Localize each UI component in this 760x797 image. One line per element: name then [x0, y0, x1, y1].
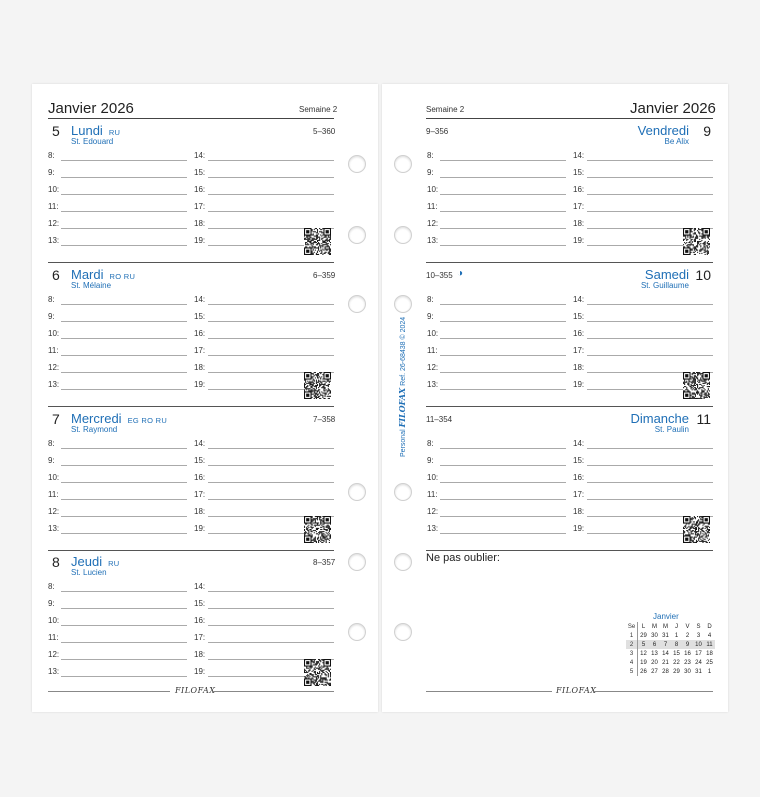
hour-label: 18:: [573, 507, 585, 516]
mini-calendar-date: 10: [693, 640, 704, 649]
writing-line[interactable]: [208, 338, 334, 339]
writing-line[interactable]: [61, 194, 187, 195]
qr-code-icon: [683, 372, 710, 399]
day-count: 8–357: [313, 558, 336, 567]
hour-label: 13:: [427, 236, 439, 245]
hour-label: 19:: [573, 380, 585, 389]
side-credit: [397, 317, 407, 457]
day-name-text: Jeudi: [71, 554, 103, 569]
mini-calendar-date: 20: [651, 659, 658, 666]
writing-line[interactable]: [587, 448, 713, 449]
writing-line[interactable]: [208, 177, 334, 178]
writing-line[interactable]: [440, 499, 566, 500]
mini-calendar-date: 31: [695, 668, 702, 675]
saint-name: St. Mélaine: [71, 281, 112, 290]
hour-label: 13:: [48, 380, 60, 389]
writing-line[interactable]: [208, 499, 334, 500]
writing-line[interactable]: [587, 355, 713, 356]
mini-calendar-week: [626, 631, 715, 640]
day-number: 6: [52, 267, 60, 283]
writing-line[interactable]: [61, 355, 187, 356]
writing-line[interactable]: [61, 533, 187, 534]
hour-label: 12:: [427, 507, 439, 516]
country-tags: RU: [108, 128, 121, 137]
mini-calendar-date: 8: [671, 640, 682, 649]
day-number: 10: [695, 267, 711, 283]
mini-calendar-weekday: V: [685, 623, 690, 630]
hour-label: 9:: [48, 599, 55, 608]
writing-line[interactable]: [440, 228, 566, 229]
hour-label: 12:: [427, 363, 439, 372]
mini-calendar-weekday: L: [641, 623, 646, 630]
hour-label: 17:: [573, 202, 585, 211]
footer-rule-left: [48, 691, 170, 692]
hour-label: 11:: [48, 490, 59, 499]
mini-calendar-date: 15: [673, 650, 680, 657]
day-name: [71, 554, 120, 569]
footer-rule-left-2: [213, 691, 334, 692]
footer-rule-right: [426, 691, 552, 692]
mini-calendar-weekday: S: [696, 623, 701, 630]
writing-line[interactable]: [440, 355, 566, 356]
punch-hole-left: [348, 483, 366, 501]
hour-label: 16:: [573, 473, 585, 482]
writing-line[interactable]: [587, 160, 713, 161]
hour-label: 17:: [573, 346, 585, 355]
writing-line[interactable]: [61, 625, 187, 626]
writing-line[interactable]: [61, 211, 187, 212]
writing-line[interactable]: [440, 321, 566, 322]
saint-name: St. Edouard: [71, 137, 114, 146]
hour-label: 11:: [427, 202, 438, 211]
writing-line[interactable]: [61, 304, 187, 305]
hour-label: 12:: [48, 650, 60, 659]
punch-hole-left: [348, 553, 366, 571]
writing-line[interactable]: [61, 591, 187, 592]
day-name: [71, 411, 167, 426]
hour-label: 18:: [194, 650, 206, 659]
writing-line[interactable]: [208, 642, 334, 643]
qr-code-icon: [304, 228, 331, 255]
day-number: 11: [696, 411, 711, 427]
writing-line[interactable]: [440, 177, 566, 178]
mini-calendar-date: 31: [662, 632, 669, 639]
writing-line[interactable]: [440, 516, 566, 517]
qr-code-icon: [304, 659, 331, 686]
day-name-text: Mercredi: [71, 411, 122, 426]
hour-label: 15:: [194, 599, 206, 608]
day-count: 9–356: [426, 127, 449, 136]
writing-line[interactable]: [440, 465, 566, 466]
mini-calendar-date: 5: [638, 640, 650, 649]
hour-label: 8:: [48, 295, 55, 304]
hour-label: 11:: [48, 202, 59, 211]
day-number: 7: [52, 411, 60, 427]
writing-line[interactable]: [208, 533, 307, 534]
day-number: 8: [52, 554, 60, 570]
hour-label: 15:: [194, 312, 206, 321]
hour-label: 10:: [48, 616, 60, 625]
hour-label: 17:: [194, 633, 206, 642]
footer-rule-right-2: [594, 691, 713, 692]
writing-line[interactable]: [208, 608, 334, 609]
country-tags: RU: [108, 559, 120, 568]
writing-line[interactable]: [208, 625, 334, 626]
mini-calendar-date: 4: [707, 632, 712, 639]
hour-label: 19:: [194, 380, 206, 389]
writing-line[interactable]: [208, 482, 334, 483]
hour-label: 8:: [427, 439, 434, 448]
hour-label: 13:: [48, 524, 60, 533]
mini-calendar-date: 14: [662, 650, 669, 657]
writing-line[interactable]: [61, 676, 187, 677]
mini-calendar-date: 7: [660, 640, 671, 649]
hour-label: 14:: [573, 439, 585, 448]
hour-label: 14:: [194, 295, 206, 304]
mini-calendar-date: 26: [640, 668, 647, 675]
hour-label: 12:: [48, 507, 60, 516]
writing-line[interactable]: [587, 245, 686, 246]
writing-line[interactable]: [61, 389, 187, 390]
mini-calendar-date: 19: [640, 659, 647, 666]
day-number: 5: [52, 123, 60, 139]
writing-line[interactable]: [440, 389, 566, 390]
writing-line[interactable]: [208, 304, 334, 305]
hour-label: 14:: [573, 151, 585, 160]
writing-line[interactable]: [440, 160, 566, 161]
mini-calendar-weekday: D: [707, 623, 712, 630]
hour-label: 17:: [573, 490, 585, 499]
hour-label: 16:: [194, 473, 206, 482]
mini-calendar-week-number: 5: [626, 667, 638, 676]
hour-label: 13:: [48, 236, 60, 245]
writing-line[interactable]: [208, 389, 307, 390]
day-divider: [426, 406, 713, 407]
hour-label: 8:: [427, 295, 434, 304]
writing-line[interactable]: [61, 160, 187, 161]
day-divider: [426, 262, 713, 263]
writing-line[interactable]: [61, 465, 187, 466]
day-name: [71, 267, 135, 282]
writing-line[interactable]: [587, 465, 713, 466]
hour-label: 10:: [48, 329, 60, 338]
hour-label: 13:: [427, 380, 439, 389]
hour-label: 19:: [573, 236, 585, 245]
writing-line[interactable]: [587, 304, 713, 305]
punch-hole-left: [348, 295, 366, 313]
writing-line[interactable]: [208, 676, 307, 677]
day-divider: [48, 262, 334, 263]
qr-code-icon: [683, 228, 710, 255]
hour-label: 16:: [194, 185, 206, 194]
writing-line[interactable]: [61, 659, 187, 660]
mini-calendar-date: 1: [707, 668, 712, 675]
writing-line[interactable]: [440, 211, 566, 212]
writing-line[interactable]: [440, 482, 566, 483]
hour-label: 19:: [194, 667, 206, 676]
hour-label: 16:: [573, 329, 585, 338]
writing-line[interactable]: [587, 533, 686, 534]
writing-line[interactable]: [587, 389, 686, 390]
writing-line[interactable]: [440, 448, 566, 449]
hour-label: 18:: [194, 219, 206, 228]
punch-hole-right: [394, 295, 412, 313]
writing-line[interactable]: [61, 177, 187, 178]
mini-calendar-date: 29: [640, 632, 647, 639]
mini-calendar-date: 6: [649, 640, 660, 649]
writing-line[interactable]: [587, 321, 713, 322]
writing-line[interactable]: [61, 482, 187, 483]
mini-calendar-week: [626, 667, 715, 676]
writing-line[interactable]: [440, 533, 566, 534]
hour-label: 14:: [194, 439, 206, 448]
day-name-text: Lundi: [71, 123, 103, 138]
hour-label: 19:: [194, 524, 206, 533]
mini-calendar-date: 11: [704, 640, 715, 649]
hour-label: 11:: [48, 346, 59, 355]
header-rule: [48, 118, 334, 119]
writing-line[interactable]: [61, 642, 187, 643]
footer-brand-left: FILOFAX: [175, 686, 216, 695]
mini-calendar-date: 18: [706, 650, 713, 657]
mini-calendar: [626, 622, 715, 676]
day-count: 6–359: [313, 271, 336, 280]
hour-label: 10:: [427, 473, 439, 482]
writing-line[interactable]: [208, 321, 334, 322]
hour-label: 13:: [427, 524, 439, 533]
writing-line[interactable]: [208, 211, 334, 212]
hour-label: 12:: [48, 219, 60, 228]
day-name: [71, 123, 120, 138]
hour-label: 8:: [48, 439, 55, 448]
hour-label: 16:: [194, 616, 206, 625]
hour-label: 11:: [48, 633, 59, 642]
hour-label: 14:: [573, 295, 585, 304]
hour-label: 9:: [48, 312, 55, 321]
qr-code-icon: [304, 516, 331, 543]
country-tags: EG RO RU: [127, 416, 168, 425]
hour-label: 9:: [427, 312, 434, 321]
day-count: 11–354: [426, 415, 453, 424]
mini-calendar-weekday: M: [652, 623, 657, 630]
mini-calendar-week: [626, 658, 715, 667]
day-name: Vendredi: [637, 123, 689, 138]
hour-label: 10:: [427, 185, 439, 194]
mini-calendar-header: [626, 622, 715, 631]
mini-calendar-title: Janvier: [653, 612, 679, 621]
mini-calendar-week-number: 3: [626, 649, 638, 658]
punch-hole-right: [394, 155, 412, 173]
hour-label: 17:: [194, 346, 206, 355]
mini-calendar-date: 17: [695, 650, 702, 657]
day-name: Samedi: [644, 267, 689, 282]
mini-calendar-date: 25: [706, 659, 713, 666]
mini-calendar-date: 28: [662, 668, 669, 675]
writing-line[interactable]: [440, 245, 566, 246]
hour-label: 15:: [194, 168, 206, 177]
mini-calendar-date: 3: [696, 632, 701, 639]
month-title-left: Janvier 2026: [48, 100, 134, 117]
writing-line[interactable]: [587, 211, 713, 212]
writing-line[interactable]: [61, 321, 187, 322]
writing-line[interactable]: [61, 338, 187, 339]
hour-label: 15:: [573, 168, 585, 177]
hour-label: 14:: [194, 582, 206, 591]
writing-line[interactable]: [208, 591, 334, 592]
saint-name: St. Lucien: [71, 568, 107, 577]
mini-calendar-date: 23: [684, 659, 691, 666]
hour-label: 16:: [194, 329, 206, 338]
mini-calendar-date: 1: [674, 632, 679, 639]
header-rule: [426, 118, 713, 119]
writing-line[interactable]: [61, 499, 187, 500]
mini-calendar-weekday: Se: [626, 622, 638, 631]
hour-label: 10:: [427, 329, 439, 338]
punch-hole-left: [348, 155, 366, 173]
writing-line[interactable]: [208, 448, 334, 449]
writing-line[interactable]: [61, 245, 187, 246]
mini-calendar-date: 30: [684, 668, 691, 675]
writing-line[interactable]: [61, 448, 187, 449]
hour-label: 8:: [48, 151, 55, 160]
writing-line[interactable]: [61, 516, 187, 517]
day-divider: [426, 550, 713, 551]
writing-line[interactable]: [208, 465, 334, 466]
hour-label: 17:: [194, 202, 206, 211]
hour-label: 15:: [573, 456, 585, 465]
hour-label: 18:: [194, 507, 206, 516]
mini-calendar-date: 30: [651, 632, 658, 639]
day-divider: [48, 406, 334, 407]
hour-label: 11:: [427, 490, 438, 499]
punch-hole-right: [394, 623, 412, 641]
punch-hole-right: [394, 553, 412, 571]
mini-calendar-week: [626, 649, 715, 658]
hour-label: 12:: [48, 363, 60, 372]
hour-label: 18:: [573, 219, 585, 228]
hour-label: 8:: [48, 582, 55, 591]
day-name-text: Mardi: [71, 267, 104, 282]
hour-label: 10:: [48, 473, 60, 482]
hour-label: 19:: [573, 524, 585, 533]
hour-label: 15:: [194, 456, 206, 465]
writing-line[interactable]: [440, 194, 566, 195]
punch-hole-left: [348, 623, 366, 641]
mini-calendar-date: 24: [695, 659, 702, 666]
punch-hole-right: [394, 483, 412, 501]
saint-name: Be Alix: [664, 137, 689, 146]
hour-label: 14:: [194, 151, 206, 160]
footer-brand-right: FILOFAX: [556, 686, 597, 695]
qr-code-icon: [304, 372, 331, 399]
hour-label: 19:: [194, 236, 206, 245]
writing-line[interactable]: [440, 338, 566, 339]
mini-calendar-date: 16: [684, 650, 691, 657]
saint-name: St. Paulin: [654, 425, 689, 434]
qr-code-icon: [683, 516, 710, 543]
mini-calendar-date: 12: [640, 650, 647, 657]
hour-label: 12:: [427, 219, 439, 228]
country-tags: RO RU: [109, 272, 136, 281]
writing-line[interactable]: [61, 372, 187, 373]
day-count: 10–355: [426, 271, 453, 280]
writing-line[interactable]: [208, 245, 307, 246]
mini-calendar-date: 13: [651, 650, 658, 657]
mini-calendar-weekday: J: [675, 623, 678, 630]
writing-line[interactable]: [208, 355, 334, 356]
mini-calendar-date: 29: [673, 668, 680, 675]
writing-line[interactable]: [587, 482, 713, 483]
writing-line[interactable]: [587, 177, 713, 178]
side-credit-ref: Ref. 26-68438: [400, 341, 407, 386]
mini-calendar-date: 21: [662, 659, 669, 666]
hour-label: 13:: [48, 667, 60, 676]
writing-line[interactable]: [587, 338, 713, 339]
day-name: Dimanche: [630, 411, 689, 426]
week-label-right: Semaine 2: [426, 105, 465, 114]
side-credit-brand: FILOFAX: [397, 387, 407, 428]
writing-line[interactable]: [587, 499, 713, 500]
mini-calendar-date: 27: [651, 668, 658, 675]
hour-label: 9:: [48, 456, 55, 465]
week-label-left: Semaine 2: [299, 105, 338, 114]
half-moon-icon: ◑: [457, 268, 464, 279]
hour-label: 18:: [573, 363, 585, 372]
punch-hole-right: [394, 226, 412, 244]
notes-title: Ne pas oublier:: [426, 552, 500, 564]
punch-hole-left: [348, 226, 366, 244]
hour-label: 16:: [573, 185, 585, 194]
mini-calendar-week-number: 2: [626, 640, 638, 649]
mini-calendar-date: 2: [685, 632, 690, 639]
month-title-right: Janvier 2026: [630, 100, 716, 117]
writing-line[interactable]: [61, 608, 187, 609]
writing-line[interactable]: [587, 194, 713, 195]
hour-label: 9:: [427, 168, 434, 177]
mini-calendar-week-number: 1: [626, 631, 638, 640]
mini-calendar-date: 9: [682, 640, 693, 649]
mini-calendar-date: 22: [673, 659, 680, 666]
hour-label: 10:: [48, 185, 60, 194]
hour-label: 15:: [573, 312, 585, 321]
hour-label: 9:: [48, 168, 55, 177]
hour-label: 17:: [194, 490, 206, 499]
hour-label: 8:: [427, 151, 434, 160]
saint-name: St. Guillaume: [640, 281, 689, 290]
saint-name: St. Raymond: [71, 425, 118, 434]
mini-calendar-week-number: 4: [626, 658, 638, 667]
mini-calendar-week: [626, 640, 715, 649]
writing-line[interactable]: [440, 372, 566, 373]
day-count: 5–360: [313, 127, 336, 136]
mini-calendar-weekday: M: [663, 623, 668, 630]
writing-line[interactable]: [208, 160, 334, 161]
day-divider: [48, 550, 334, 551]
side-credit-copyright: © 2024: [400, 316, 407, 340]
day-number: 9: [703, 123, 711, 139]
writing-line[interactable]: [61, 228, 187, 229]
writing-line[interactable]: [208, 194, 334, 195]
side-credit-size: Personal: [400, 429, 407, 457]
day-count: 7–358: [313, 415, 336, 424]
hour-label: 18:: [194, 363, 206, 372]
hour-label: 9:: [427, 456, 434, 465]
hour-label: 11:: [427, 346, 438, 355]
writing-line[interactable]: [440, 304, 566, 305]
